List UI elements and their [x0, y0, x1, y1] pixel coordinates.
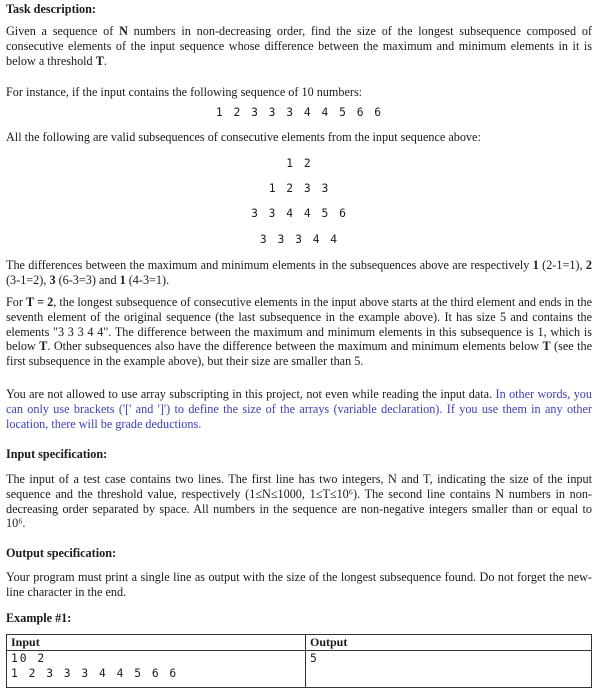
example-output-line-1: 5: [310, 651, 319, 665]
example-intro: For instance, if the input contains the following sequence of 10 numbers:: [6, 85, 363, 99]
diff-value-2: 2: [585, 258, 592, 272]
ex-text-1: For: [6, 295, 27, 309]
intro-text-3: .: [103, 53, 107, 68]
intro-text-1: Given a sequence of: [6, 24, 120, 38]
example-input-line-1: 10 2: [11, 651, 47, 665]
diff-text-4: (6-3=3) and: [55, 272, 120, 287]
diff-value-4: 1: [119, 272, 126, 287]
input-spec-heading: Input specification:: [6, 447, 108, 461]
subsequence-3: 3 3 4 4 5 6: [251, 207, 348, 220]
example-input-cell: [7, 650, 306, 687]
array-rule-paragraph: [6, 387, 592, 431]
threshold-example-paragraph: [6, 295, 592, 369]
task-heading: Task description:: [6, 2, 96, 16]
diff-text-3: (3-1=2),: [6, 272, 50, 287]
example-table-header-row: [7, 635, 592, 651]
subsequence-4: 3 3 3 4 4: [259, 233, 340, 246]
example-input-line-2: 1 2 3 3 3 4 4 5 6 6: [11, 666, 179, 680]
ex-var-t2: T: [39, 339, 48, 354]
output-spec-heading: Output specification:: [6, 546, 117, 560]
input-spec-text: The input of a test case contains two lines. The first line has two integers, N and T, indicating the size of the input sequence and the threshold value, respectively (1≤N≤1000, 1≤T≤10⁶). The second line contains N numbers in non-decreasing order separated by space. All numbers in the sequence are non-negative integers smaller than or equal to 10⁶.: [6, 472, 592, 531]
example-table-row: [7, 650, 592, 687]
diff-text-5: (4-3=1).: [125, 272, 170, 287]
intro-var-t: T: [95, 53, 104, 68]
intro-var-n: N: [119, 24, 128, 38]
output-column-header: Output: [306, 635, 592, 651]
example-heading: Example #1:: [6, 611, 72, 625]
diff-text-1: The differences between the maximum and minimum elements in the subsequences above are respectively: [6, 258, 533, 272]
diff-text-2: (2-1=1),: [538, 258, 586, 272]
task-intro-paragraph: [6, 24, 592, 68]
input-column-header: Input: [7, 635, 306, 651]
diff-value-1: 1: [532, 258, 539, 272]
output-spec-text: Your program must print a single line as output with the size of the longest subsequence found. Do not forget the new-line character in the end.: [6, 570, 592, 599]
ex-text-3: . Other subsequences also have the difference between the maximum and minimum elements below: [47, 339, 543, 354]
ex-text-4: (see the first subsequence in the example above), but their size are smaller than 5.: [6, 339, 592, 369]
example-output-cell: [306, 650, 592, 687]
subsequence-2: 1 2 3 3: [268, 182, 331, 195]
ex-var-t3: T: [542, 339, 551, 354]
subsequence-1: 1 2: [286, 157, 313, 170]
ex-var-t1: T: [26, 295, 34, 309]
example-table: [6, 634, 592, 688]
differences-paragraph: [6, 258, 592, 288]
rule-warning-text: In other words, you can only use brackets ('[' and ']') to define the size of the arrays (variable declaration). If you use them in any other location, there will be grade deductions.: [6, 387, 592, 431]
valid-intro: All the following are valid subsequences of consecutive elements from the input sequence above:: [6, 130, 481, 144]
ex-text-2: , the longest subsequence of consecutive elements in the input above starts at the third element and ends in the seventh element of the original sequence (the last subsequence in the example above). It has size 5 and contains the elements "3 3 3 4 4". The difference between the maximum and minimum elements in this subsequence is 1, which is below: [6, 295, 592, 354]
ex-eq: = 2: [33, 295, 54, 309]
rule-text: You are not allowed to use array subscripting in this project, not even while reading the input data.: [6, 387, 496, 401]
diff-value-3: 3: [49, 272, 56, 287]
input-sequence: 1 2 3 3 3 4 4 5 6 6: [215, 106, 384, 119]
intro-text-2: numbers in non-decreasing order, find the size of the longest subsequence composed of consecutive elements of the input sequence whose difference between the maximum and minimum elements in it is below a threshold: [6, 24, 592, 68]
